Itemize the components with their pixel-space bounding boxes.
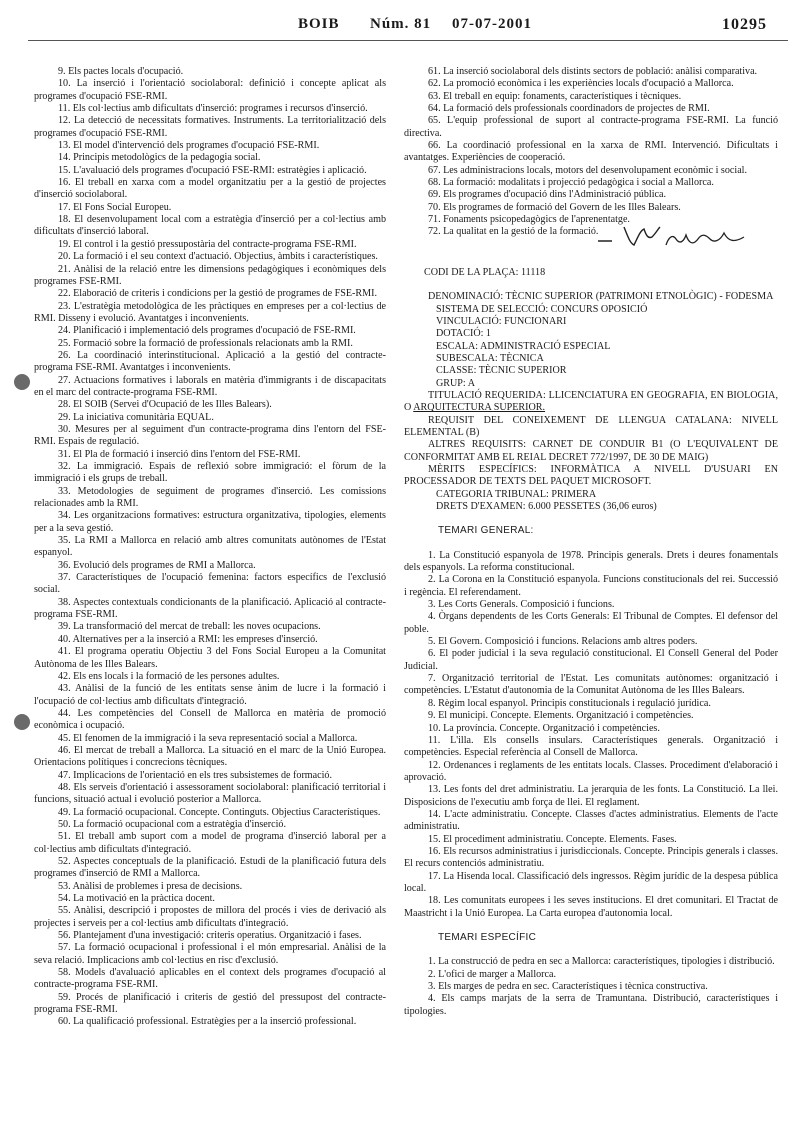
topic-item: 32. La immigració. Espais de reflexió sobre immigració: el fòrum de la immigració i els grups de treball.	[34, 461, 386, 485]
plaza-altres: ALTRES REQUISITS: CARNET DE CONDUIR B1 (O L'EQUIVALENT DE CONFORMITAT AMB EL REIAL DECRET 772/1997, DE 30 DE MAIG)	[404, 439, 778, 463]
plaza-field: SUBESCALA: TÈCNICA	[436, 352, 544, 364]
topic-item: 70. Els programes de formació del Govern de les Illes Balears.	[428, 201, 681, 213]
temari-general-item: 9. El municipi. Concepte. Elements. Organització i competències.	[428, 710, 694, 722]
temari-general-item: 6. El poder judicial i la seva regulació constitucional. El Consell General del Poder Judicial.	[404, 648, 778, 672]
topic-item: 50. La formació ocupacional com a estratègia d'inserció.	[58, 818, 286, 830]
topic-item: 61. La inserció sociolaboral dels distints sectors de població: anàlisi comparativa.	[428, 66, 758, 77]
topic-item: 15. L'avaluació dels programes d'ocupació FSE-RMI: estratègies i aplicació.	[58, 164, 367, 176]
plaza-categoria: CATEGORIA TRIBUNAL: PRIMERA	[436, 488, 597, 500]
topic-item: 72. La qualitat en la gestió de la formació.	[428, 226, 599, 238]
plaza-field: DOTACIÓ: 1	[436, 328, 491, 340]
topic-item: 30. Mesures per al seguiment d'un contracte-programa dins l'entorn del FSE-RMI. Espais de regulació.	[34, 423, 386, 448]
temari-especific-item: 3. Els marges de pedra en sec. Característiques i tècnica constructiva.	[428, 981, 708, 993]
topic-item: 57. La formació ocupacional i professional i el món empresarial. Anàlisi de la seva relació. Implicacions amb col·lectius en risc d'exclusió.	[34, 942, 386, 966]
titulacio-underlined: ARQUITECTURA SUPERIOR.	[413, 402, 546, 414]
temari-general-item: 13. Les fonts del dret administratiu. La jerarquia de les fonts. La Constitució. La llei. Disposicions de l'executiu amb força de llei. El reglament.	[404, 784, 778, 808]
topic-item: 34. Les organitzacions formatives: estructura organitzativa, tipologies, elements per a la seva gestió.	[34, 510, 386, 534]
temari-especific-item: 2. L'ofici de marger a Mallorca.	[428, 968, 557, 980]
topic-item: 21. Anàlisi de la relació entre les dimensions pedagògiques i econòmiques dels programes FSE-RMI.	[34, 263, 386, 287]
temari-general-item: 5. El Govern. Composició i funcions. Relacions amb altres poders.	[428, 636, 698, 648]
temari-general-item: 8. Règim local espanyol. Principis constitucionals i regulació jurídica.	[428, 697, 711, 709]
issue-number: Núm. 81	[370, 16, 432, 32]
topic-item: 39. La transformació del mercat de treball: les noves ocupacions.	[58, 621, 321, 633]
temari-general-item: 15. El procediment administratiu. Concepte. Elements. Fases.	[428, 833, 677, 845]
temari-general-item: 12. Ordenances i reglaments de les entitats locals. Classes. Procediment d'elaboració i aprovació.	[404, 759, 778, 783]
topic-item: 54. La motivació en la pràctica docent.	[58, 893, 215, 905]
plaza-field: SISTEMA DE SELECCIÓ: CONCURS OPOSICIÓ	[436, 303, 648, 315]
temari-general-item: 14. L'acte administratiu. Concepte. Classes d'actes administratius. Elements de l'acte administratiu.	[404, 808, 778, 833]
plaza-requisit: REQUISIT DEL CONEIXEMENT DE LLENGUA CATALANA: NIVELL ELEMENTAL (B)	[404, 414, 778, 438]
topic-item: 27. Actuacions formatives i laborals en matèria d'immigrants i de discapacitats en el marc del contracte-programa FSE-RMI.	[34, 374, 386, 398]
topic-item: 68. La formació: modalitats i projecció pedagògica i social a Mallorca.	[428, 177, 714, 189]
topic-item: 46. El mercat de treball a Mallorca. La situació en el marc de la Unió Europea. Orientacions polítiques i concrecions tècniques.	[34, 744, 386, 769]
specific-topics-continued	[404, 66, 778, 239]
temari-general-item: 1. La Constitució espanyola de 1978. Principis generals. Drets i deures fonamentals dels espanyols. La reforma constitucional.	[404, 549, 778, 574]
left-column	[34, 66, 386, 1029]
topic-item: 36. Evolució dels programes de RMI a Mallorca.	[58, 559, 256, 571]
topic-item: 47. Implicacions de l'orientació en els tres subsistemes de formació.	[58, 769, 332, 781]
topic-item: 59. Procés de planificació i criteris de gestió del pressupost del contracte-programa FSE-RMI.	[34, 991, 386, 1016]
temari-especific-heading: TEMARI ESPECÍFIC	[438, 932, 537, 943]
temari-especific-list	[404, 956, 778, 1018]
plaza-field: GRUP: A	[436, 377, 475, 389]
topic-item: 22. Elaboració de criteris i condicions per la gestió de programes de FSE-RMI.	[58, 288, 377, 300]
topic-item: 55. Anàlisi, descripció i propostes de millora del procés i vies de derivació als projectes i serveis per a col·lectius amb dificultats d'integració.	[34, 905, 386, 929]
temari-general-item: 18. Les comunitats europees i les seves institucions. El dret comunitari. El Tractat de Maastricht i la Unió Europea. La Carta europea d'autonomia local.	[404, 895, 778, 919]
topic-item: 60. La qualificació professional. Estratègies per a la inserció professional.	[58, 1016, 357, 1028]
topic-item: 38. Aspectes contextuals condicionants de la planificació. Aplicació al contracte-programa FSE-RMI.	[34, 596, 386, 621]
signature-area	[404, 239, 778, 263]
topic-item: 37. Característiques de l'ocupació femenina: factors específics de l'exclusió social.	[34, 572, 386, 596]
plaza-denominacio: DENOMINACIÓ: TÈCNIC SUPERIOR (PATRIMONI ETNOLÒGIC) - FODESMA	[428, 291, 774, 303]
topic-item: 18. El desenvolupament local com a estratègia d'inserció per a col·lectius amb dificultats d'inserció laboral.	[34, 214, 386, 238]
page-number: 10295	[722, 16, 767, 33]
topic-item: 71. Fonaments psicopedagògics de l'aprenentatge.	[428, 214, 630, 226]
topic-item: 16. El treball en xarxa com a model organitzatiu per a la gestió de projectes d'inserció sociolaboral.	[34, 177, 386, 201]
topic-item: 66. La coordinació professional en la xarxa de RMI. Intervenció. Dificultats i avantatges. Experiències de cooperació.	[404, 140, 778, 164]
temari-general-item: 10. La província. Concepte. Organització i competències.	[428, 722, 660, 734]
handwritten-signature	[594, 219, 764, 255]
temari-general-item: 7. Organització territorial de l'Estat. Les comunitats autònomes: organització i competències. L'Estatut d'autonomia de la Comunitat Autònoma de les Illes Balears.	[404, 673, 778, 697]
topic-item: 28. El SOIB (Servei d'Ocupació de les Illes Balears).	[58, 399, 272, 411]
topic-item: 56. Plantejament d'una investigació: criteris operatius. Organització i fases.	[58, 930, 362, 942]
plaza-field: VINCULACIÓ: FUNCIONARI	[436, 315, 567, 327]
topic-item: 65. L'equip professional de suport al contracte-programa FSE-RMI. La funció directiva.	[404, 115, 778, 139]
topic-item: 58. Models d'avaluació aplicables en el context dels programes d'ocupació al contracte-programa FSE-RMI.	[34, 967, 386, 991]
topic-item: 40. Alternatives per a la inserció a RMI: les empreses d'inserció.	[58, 633, 318, 645]
topic-item: 12. La detecció de necessitats formatives. Instruments. La territorialització dels programes d'ocupació FSE-RMI.	[34, 115, 386, 139]
topic-item: 43. Anàlisi de la funció de les entitats sense ànim de lucre i la formació i l'ocupació de col·lectius amb dificultats d'integració.	[34, 683, 386, 707]
temari-general-item: 3. Les Corts Generals. Composició i funcions.	[428, 599, 615, 611]
topic-item: 63. El treball en equip: fonaments, característiques i tècniques.	[428, 90, 682, 102]
topic-item: 29. La iniciativa comunitària EQUAL.	[58, 411, 214, 423]
topic-item: 19. El control i la gestió pressupostària del contracte-programa FSE-RMI.	[58, 238, 357, 250]
topic-item: 9. Els pactes locals d'ocupació.	[58, 66, 184, 77]
topic-item: 23. L'estratègia metodològica de les pràctiques en empreses per a col·lectius de RMI. Disseny i evolució. Avantatges i inconvenients.	[34, 300, 386, 324]
topic-item: 33. Metodologies de seguiment de programes d'inserció. Les comissions relacionades amb la RMI.	[34, 485, 386, 510]
topic-item: 64. La formació dels professionals coordinadors de projectes de RMI.	[428, 103, 710, 115]
topic-item: 31. El Pla de formació i inserció dins l'entorn del FSE-RMI.	[58, 448, 301, 460]
topic-item: 69. Els programes d'ocupació dins l'Administració pública.	[428, 189, 666, 201]
topic-item: 49. La formació ocupacional. Concepte. Continguts. Objectius Característiques.	[58, 806, 381, 818]
margin-punch-mark	[14, 374, 30, 390]
topic-item: 11. Els col·lectius amb dificultats d'inserció: programes i recursos d'inserció.	[58, 103, 368, 115]
topic-item: 44. Les competències del Consell de Mallorca en matèria de promoció econòmica i ocupació.	[34, 707, 386, 732]
topic-item: 48. Els serveis d'orientació i assessorament sociolaboral: planificació territorial i funcions, situació actual i evolució posterior a Mallorca.	[34, 781, 386, 806]
header-rule	[28, 40, 788, 41]
plaza-field: ESCALA: ADMINISTRACIÓ ESPECIAL	[436, 340, 611, 352]
plaza-fields	[404, 304, 778, 390]
plaza-drets: DRETS D'EXAMEN: 6.000 PESSETES (36,06 euros)	[436, 501, 657, 512]
issue-date: 07-07-2001	[452, 16, 532, 32]
plaza-field: CLASSE: TÈCNIC SUPERIOR	[436, 365, 567, 377]
margin-punch-mark	[14, 714, 30, 730]
temari-general-item: 17. La Hisenda local. Classificació dels ingressos. Règim jurídic de la despesa pública local.	[404, 870, 778, 894]
topic-item: 24. Planificació i implementació dels programes d'ocupació de FSE-RMI.	[58, 325, 356, 337]
topic-item: 35. La RMI a Mallorca en relació amb altres comunitats autònomes de l'Estat espanyol.	[34, 535, 386, 559]
plaza-titulacio	[404, 390, 778, 415]
topic-item: 17. El Fons Social Europeu.	[58, 201, 172, 213]
temari-general-item: 11. L'illa. Els consells insulars. Característiques generals. Organització i competències. Especial referència al Consell de Mallorca.	[404, 734, 778, 759]
right-column	[404, 66, 778, 1018]
topic-item: 26. La coordinació interinstitucional. Aplicació a la gestió del contracte-programa FSE-RMI. Avantatges i inconvenients.	[34, 349, 386, 374]
plaza-code: CODI DE LA PLAÇA: 11118	[424, 266, 546, 278]
topic-item: 45. El fenomen de la immigració i la seva representació social a Mallorca.	[58, 732, 358, 744]
topic-item: 52. Aspectes conceptuals de la planificació. Estudi de la planificació futura dels programes d'inserció de RMI a Mallorca.	[34, 856, 386, 880]
titulacio-text: TITULACIÓ REQUERIDA: LLICENCIATURA EN GEOGRAFIA, EN BIOLOGIA, O	[404, 389, 778, 414]
page-header	[0, 12, 811, 38]
temari-general-item: 16. Els recursos administratius i jurisdiccionals. Concepte. Principis generals i classes. El recurs contenciós administratiu.	[404, 845, 778, 870]
topic-item: 20. La formació i el seu context d'actuació. Objectius, àmbits i característiques.	[58, 251, 378, 263]
topic-item: 67. Les administracions locals, motors del desenvolupament econòmic i social.	[428, 164, 747, 176]
temari-general-heading: TEMARI GENERAL:	[438, 525, 534, 537]
topic-item: 41. El programa operatiu Objectiu 3 del Fons Social Europeu a la Comunitat Autònoma de les Illes Balears.	[34, 646, 386, 670]
topic-item: 14. Principis metodològics de la pedagogia social.	[58, 152, 261, 164]
temari-general-item: 2. La Corona en la Constitució espanyola. Funcions constitucionals del rei. Successió i regència. El referendament.	[404, 574, 778, 598]
journal-name: BOIB	[298, 16, 340, 32]
topic-item: 62. La promoció econòmica i les experiències locals d'ocupació a Mallorca.	[428, 78, 734, 90]
topic-item: 25. Formació sobre la formació de professionals relacionats amb la RMI.	[58, 337, 353, 349]
topic-item: 42. Els ens locals i la formació de les persones adultes.	[58, 670, 280, 682]
plaza-merits: MÈRITS ESPECÍFICS: INFORMÀTICA A NIVELL D'USUARI EN PROCESSADOR DE TEXTS DEL PAQUET MICROSOFT.	[404, 463, 778, 488]
topic-item: 53. Anàlisi de problemes i presa de decisions.	[58, 880, 243, 892]
temari-especific-item: 4. Els camps marjats de la serra de Tramuntana. Distribució, característiques i tipologies.	[404, 993, 778, 1017]
topic-item: 10. La inserció i l'orientació sociolaboral: definició i concepte aplicat als programes d'ocupació FSE-RMI.	[34, 78, 386, 102]
temari-general-list	[404, 550, 778, 920]
topic-item: 51. El treball amb suport com a model de programa d'inserció laboral per a col·lectius amb dificultats d'integració.	[34, 831, 386, 855]
topic-item: 13. El model d'intervenció dels programes d'ocupació FSE-RMI.	[58, 140, 320, 152]
temari-general-item: 4. Òrgans dependents de les Corts Generals: El Tribunal de Comptes. El defensor del poble.	[404, 611, 778, 635]
temari-especific-item: 1. La construcció de pedra en sec a Mallorca: característiques, tipologies i distribució.	[428, 956, 775, 968]
